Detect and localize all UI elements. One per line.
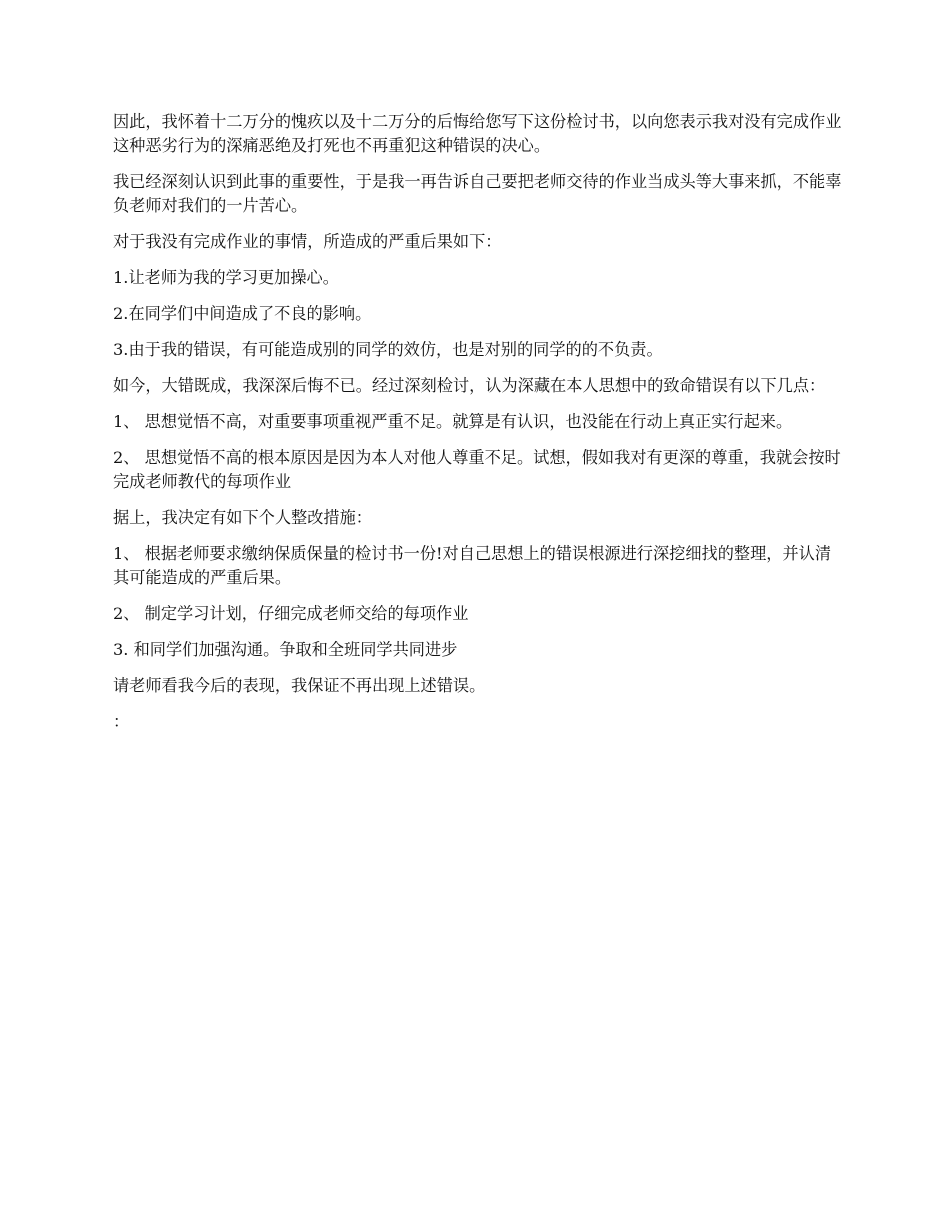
consequence-item-3: 3.由于我的错误，有可能造成别的同学的效仿，也是对别的同学的的不负责。	[113, 340, 663, 359]
paragraph-reflection: 如今，大错既成，我深深后悔不已。经过深刻检讨，认为深藏在本人思想中的致命错误有以下几点：	[113, 376, 826, 395]
paragraph-closing: 请老师看我今后的表现，我保证不再出现上述错误。	[113, 676, 486, 695]
paragraph-intro: 因此，我怀着十二万分的愧疚以及十二万分的后悔给您写下这份检讨书，以向您表示我对没有完成作业这种恶劣行为的深痛恶绝及打死也不再重犯这种错误的决心。	[113, 112, 842, 155]
paragraph-awareness: 我已经深刻认识到此事的重要性，于是我一再告诉自己要把老师交待的作业当成头等大事来抓，不能辜负老师对我们的一片苦心。	[113, 172, 842, 215]
measure-item-1: 1、 根据老师要求缴纳保质保量的检讨书一份!对自己思想上的错误根源进行深挖细找的整理，并认清其可能造成的严重后果。	[113, 544, 832, 587]
consequence-item-1: 1.让老师为我的学习更加操心。	[113, 268, 339, 287]
measure-item-2: 2、 制定学习计划，仔细完成老师交给的每项作业	[113, 604, 469, 623]
paragraph-consequences-heading: 对于我没有完成作业的事情，所造成的严重后果如下：	[113, 232, 502, 251]
consequence-item-2: 2.在同学们中间造成了不良的影响。	[113, 304, 372, 323]
measure-item-3: 3. 和同学们加强沟通。争取和全班同学共同进步	[113, 640, 458, 659]
paragraph-trailing-colon: ：	[113, 712, 130, 731]
error-item-1: 1、 思想觉悟不高，对重要事项重视严重不足。就算是有认识，也没能在行动上真正实行起来。	[113, 412, 793, 431]
document-body	[113, 110, 843, 746]
paragraph-measures-heading: 据上，我决定有如下个人整改措施：	[113, 508, 372, 527]
error-item-2: 2、 思想觉悟不高的根本原因是因为本人对他人尊重不足。试想，假如我对有更深的尊重，我就会按时完成老师教代的每项作业	[113, 448, 841, 491]
